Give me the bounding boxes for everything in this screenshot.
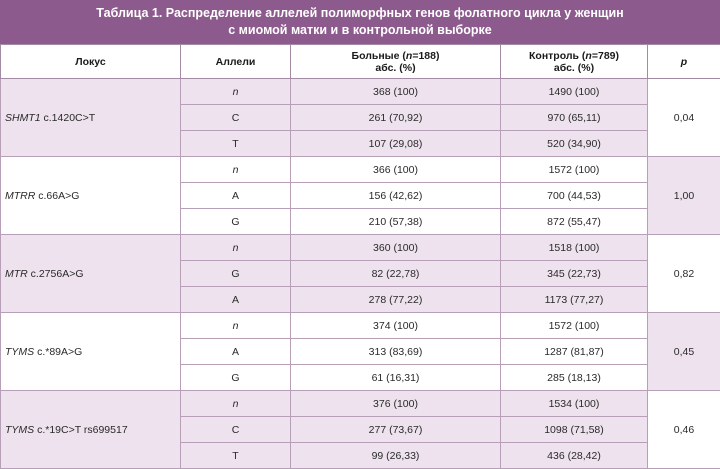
patients-cell: 261 (70,92) bbox=[291, 105, 501, 131]
header-patients-prefix: Больные ( bbox=[352, 50, 406, 62]
patients-cell: 313 (83,69) bbox=[291, 339, 501, 365]
header-alleles: Аллели bbox=[181, 45, 291, 79]
allele-cell: A bbox=[181, 183, 291, 209]
header-control-prefix: Контроль ( bbox=[529, 50, 585, 62]
patients-cell: 210 (57,38) bbox=[291, 209, 501, 235]
header-control-suffix: =789) bbox=[592, 50, 619, 62]
header-patients-suffix: =188) bbox=[412, 50, 439, 62]
allele-cell: G bbox=[181, 261, 291, 287]
control-cell: 1173 (77,27) bbox=[501, 287, 648, 313]
variant-name: c.1420C>T bbox=[41, 112, 96, 124]
patients-cell: 366 (100) bbox=[291, 157, 501, 183]
header-patients-sub: абс. (%) bbox=[375, 62, 415, 74]
group-tyms-89 bbox=[1, 313, 720, 391]
table-title-line-1: Таблица 1. Распределение аллелей полиморфных генов фолатного цикла у женщин bbox=[0, 5, 720, 22]
header-control-n: n bbox=[585, 50, 591, 62]
gene-name: MTRR bbox=[5, 190, 35, 202]
allele-cell: T bbox=[181, 131, 291, 157]
table-title-line-2: с миомой матки и в контрольной выборке bbox=[0, 22, 720, 39]
allele-distribution-table bbox=[0, 44, 720, 469]
group-shmt1 bbox=[1, 79, 720, 157]
header-row bbox=[1, 45, 720, 79]
control-cell: 436 (28,42) bbox=[501, 443, 648, 469]
gene-name: MTR bbox=[5, 268, 28, 280]
allele-cell: G bbox=[181, 209, 291, 235]
header-patients bbox=[291, 45, 501, 79]
patients-cell: 368 (100) bbox=[291, 79, 501, 105]
header-locus: Локус bbox=[1, 45, 181, 79]
gene-name: SHMT1 bbox=[5, 112, 41, 124]
allele-cell: C bbox=[181, 105, 291, 131]
patients-cell: 374 (100) bbox=[291, 313, 501, 339]
variant-name: c.66A>G bbox=[35, 190, 79, 202]
p-value-cell: 0,45 bbox=[648, 313, 720, 391]
control-cell: 345 (22,73) bbox=[501, 261, 648, 287]
control-cell: 872 (55,47) bbox=[501, 209, 648, 235]
allele-cell: A bbox=[181, 339, 291, 365]
header-control-sub: абс. (%) bbox=[554, 62, 594, 74]
table-row bbox=[1, 391, 720, 417]
control-cell: 700 (44,53) bbox=[501, 183, 648, 209]
group-tyms-19 bbox=[1, 391, 720, 469]
table-title bbox=[0, 0, 720, 44]
gene-name: TYMS bbox=[5, 424, 34, 436]
p-value-cell: 0,82 bbox=[648, 235, 720, 313]
gene-name: TYMS bbox=[5, 346, 34, 358]
patients-cell: 61 (16,31) bbox=[291, 365, 501, 391]
control-cell: 1287 (81,87) bbox=[501, 339, 648, 365]
allele-cell: n bbox=[181, 313, 291, 339]
control-cell: 1098 (71,58) bbox=[501, 417, 648, 443]
locus-cell bbox=[1, 235, 181, 313]
control-cell: 1518 (100) bbox=[501, 235, 648, 261]
control-cell: 1572 (100) bbox=[501, 313, 648, 339]
locus-cell bbox=[1, 79, 181, 157]
control-cell: 520 (34,90) bbox=[501, 131, 648, 157]
locus-cell bbox=[1, 157, 181, 235]
allele-cell: A bbox=[181, 287, 291, 313]
patients-cell: 277 (73,67) bbox=[291, 417, 501, 443]
variant-name: c.2756A>G bbox=[28, 268, 84, 280]
header-patients-n: n bbox=[406, 50, 412, 62]
table-row bbox=[1, 235, 720, 261]
p-value-cell: 0,04 bbox=[648, 79, 720, 157]
header-p: p bbox=[648, 45, 720, 79]
group-mtrr bbox=[1, 157, 720, 235]
p-value-cell: 1,00 bbox=[648, 157, 720, 235]
allele-cell: G bbox=[181, 365, 291, 391]
table-row bbox=[1, 157, 720, 183]
variant-name: c.*89A>G bbox=[34, 346, 82, 358]
locus-cell bbox=[1, 313, 181, 391]
group-mtr bbox=[1, 235, 720, 313]
p-value-cell: 0,46 bbox=[648, 391, 720, 469]
control-cell: 1572 (100) bbox=[501, 157, 648, 183]
patients-cell: 376 (100) bbox=[291, 391, 501, 417]
allele-cell: C bbox=[181, 417, 291, 443]
table-row bbox=[1, 313, 720, 339]
patients-cell: 278 (77,22) bbox=[291, 287, 501, 313]
patients-cell: 360 (100) bbox=[291, 235, 501, 261]
control-cell: 970 (65,11) bbox=[501, 105, 648, 131]
table-row bbox=[1, 79, 720, 105]
patients-cell: 156 (42,62) bbox=[291, 183, 501, 209]
patients-cell: 82 (22,78) bbox=[291, 261, 501, 287]
patients-cell: 99 (26,33) bbox=[291, 443, 501, 469]
allele-cell: n bbox=[181, 235, 291, 261]
allele-cell: n bbox=[181, 391, 291, 417]
control-cell: 1490 (100) bbox=[501, 79, 648, 105]
allele-cell: n bbox=[181, 157, 291, 183]
control-cell: 285 (18,13) bbox=[501, 365, 648, 391]
patients-cell: 107 (29,08) bbox=[291, 131, 501, 157]
allele-cell: n bbox=[181, 79, 291, 105]
locus-cell bbox=[1, 391, 181, 469]
control-cell: 1534 (100) bbox=[501, 391, 648, 417]
header-control bbox=[501, 45, 648, 79]
allele-cell: T bbox=[181, 443, 291, 469]
variant-name: c.*19C>T rs699517 bbox=[34, 424, 128, 436]
